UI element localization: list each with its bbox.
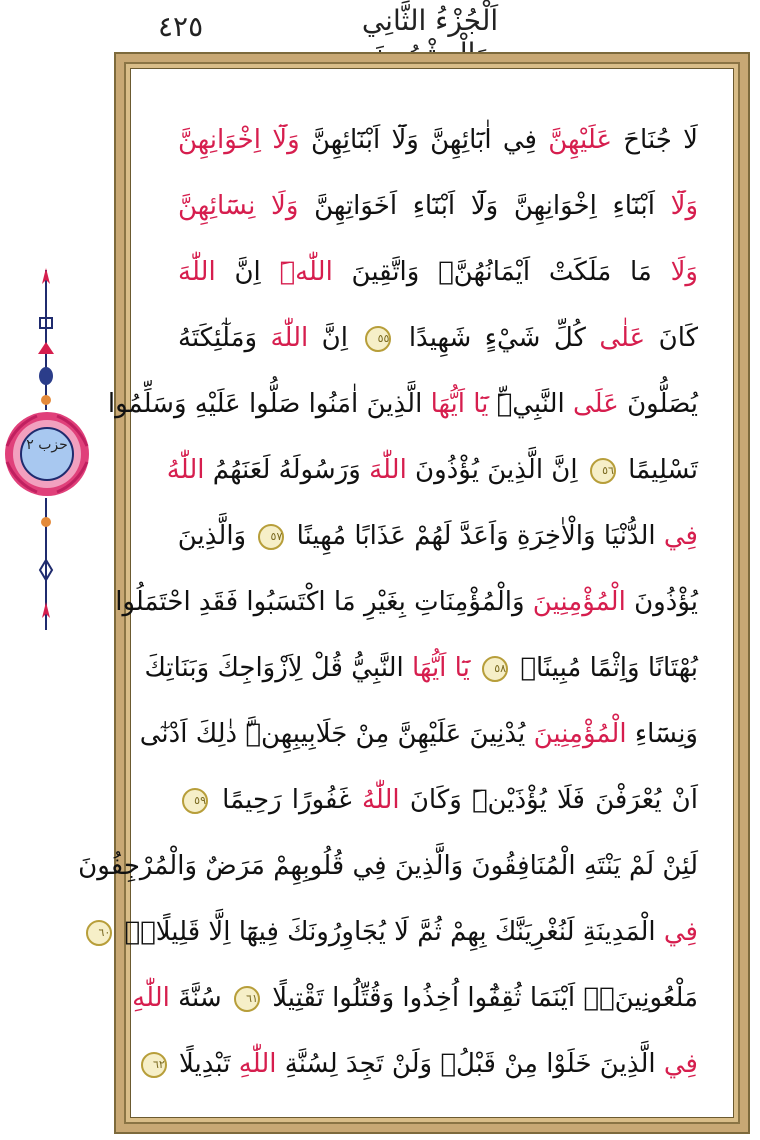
text-line (132, 968, 698, 1028)
text-segment: وَالْمُؤْمِنَاتِ بِغَيْرِ مَا اكْتَسَبُوا فَقَدِ احْتَمَلُوا (115, 587, 533, 617)
text-segment: وَالَّذِينَ (177, 521, 255, 551)
highlighted-word: اِخْوَانِهِنَّ (178, 125, 273, 155)
highlighted-word: يَٓا اَيُّهَا (430, 389, 489, 419)
hizb-label: حزب ٢ (26, 437, 68, 453)
highlighted-word: فِي (663, 521, 698, 551)
highlighted-word: يَٓا اَيُّهَا (412, 653, 479, 683)
hizb-marker (0, 260, 95, 640)
text-segment: اَنْ يُعْرَفْنَ فَلَا يُؤْذَيْنَۜ وَكَانَ (399, 785, 698, 815)
text-segment: اِنَّ الَّذِينَ يُؤْذُونَ (406, 455, 586, 485)
text-segment: وَمَلٰٓئِكَتَهُ (178, 323, 271, 353)
ayah-number: ٥٩ (182, 788, 208, 814)
highlighted-word: اللّٰهَ (270, 323, 309, 353)
text-segment: كَانَ (645, 323, 698, 353)
highlighted-word: فِي (663, 1049, 698, 1079)
highlighted-word: فِي (663, 917, 698, 947)
highlighted-word: وَلَٓا (670, 191, 698, 221)
text-segment: مَا مَلَكَتْ اَيْمَانُهُنَّۚ وَاتَّقِينَ (332, 257, 671, 287)
highlighted-word: اللّٰهِ (238, 1049, 277, 1079)
ayah-number: ٥٥ (365, 326, 391, 352)
text-segment: كُلِّ شَيْءٍ شَهِيدًا (395, 323, 600, 353)
text-line (178, 176, 698, 236)
text-segment: الدُّنْيَا وَالْاٰخِرَةِ وَاَعَدَّ لَهُمْ عَذَابًا مُهِينًا (288, 521, 664, 551)
text-segment: الَّذِينَ خَلَوْا مِنْ قَبْلُۚ وَلَنْ تَجِدَ لِسُنَّةِ (276, 1049, 664, 1079)
text-segment: يُدْنِينَ عَلَيْهِنَّ مِنْ جَلَابِيبِهِنَّۜ ذٰلِكَ اَدْنٰٓى (139, 719, 534, 749)
page-header (0, 0, 760, 50)
text-line (98, 902, 698, 962)
text-segment: وَرَسُولَهُ لَعَنَهُمُ (204, 455, 370, 485)
highlighted-word: عَلَيْهِنَّ (548, 125, 612, 155)
text-segment: النَّبِيُّ قُلْ لِاَزْوَاجِكَ وَبَنَاتِكَ (144, 653, 413, 683)
text-segment: مَلْعُونِينَۚۛ اَيْنَمَا ثُقِفُٓوا اُخِذُوا وَقُتِّلُوا تَقْتِيلًا (263, 983, 698, 1013)
highlighted-word: عَلٰى (599, 323, 646, 353)
text-line (139, 704, 698, 764)
text-line (115, 572, 698, 632)
ayah-number: ٦٢ (141, 1052, 167, 1078)
highlighted-word: الْمُؤْمِنِينَ (532, 587, 626, 617)
ayah-number: ٥٨ (482, 656, 508, 682)
text-line (178, 506, 698, 566)
text-segment: اِنَّ (308, 323, 362, 353)
text-line (152, 1034, 698, 1094)
highlighted-word: وَلَا (271, 191, 299, 221)
text-segment: لَا جُنَاحَ (611, 125, 698, 155)
text-line (144, 638, 698, 698)
text-segment: تَسْلِيمًا (619, 455, 698, 485)
highlighted-word: اللّٰهَ (369, 455, 407, 485)
ayah-number: ٦١ (234, 986, 260, 1012)
text-segment: الْمَدِينَةِ لَنُغْرِيَنَّكَ بِهِمْ ثُمَّ لَا يُجَاوِرُونَكَ فِيهَٓا اِلَّا قَلِيلًاۚۛ (116, 917, 664, 947)
highlighted-word: عَلَى (573, 389, 619, 419)
text-line (178, 242, 698, 302)
highlighted-word: وَلَٓا (272, 125, 300, 155)
ayah-number: ٥٧ (258, 524, 284, 550)
highlighted-word: نِسَٓائِهِنَّ (178, 191, 272, 221)
text-line (107, 374, 698, 434)
text-line (78, 836, 698, 896)
text-line (166, 440, 698, 500)
highlighted-word: اللّٰهَ (178, 257, 216, 287)
highlighted-word: الْمُؤْمِنِينَ (533, 719, 627, 749)
quran-text (78, 110, 698, 1100)
text-line (178, 770, 698, 830)
text-segment: يُؤْذُونَ (625, 587, 698, 617)
text-segment: اِنَّ (215, 257, 280, 287)
text-segment: وَنِسَٓاءِ (626, 719, 698, 749)
page-number: ٤٢٥ (158, 10, 204, 43)
highlighted-word: اللّٰهِ (132, 983, 170, 1013)
text-line (178, 110, 698, 170)
text-segment: النَّبِيِّۜ (488, 389, 574, 419)
juz-title: اَلْجُزْءُ الثَّانِي (361, 4, 499, 37)
text-segment: تَبْدِيلًا (170, 1049, 239, 1079)
text-segment: لَئِنْ لَمْ يَنْتَهِ الْمُنَافِقُونَ وَالَّذِينَ فِي قُلُوبِهِمْ مَرَضٌ وَالْمُرْجِفُونَ (78, 851, 698, 881)
highlighted-word: اللّٰهُ (361, 785, 400, 815)
text-segment: الَّذِينَ اٰمَنُوا صَلُّوا عَلَيْهِ وَسَلِّمُوا (107, 389, 431, 419)
highlighted-word: اللّٰهُ (166, 455, 205, 485)
text-segment: سُنَّةَ (169, 983, 230, 1013)
ayah-number: ٦٠ (86, 920, 112, 946)
text-segment: اَبْنَٓاءِ اِخْوَانِهِنَّ وَلَٓا اَبْنَٓاءِ اَخَوَاتِهِنَّ (298, 191, 671, 221)
ayah-number: ٥٦ (590, 458, 616, 484)
text-segment: فِي اٰبَٓائِهِنَّ وَلَٓا اَبْنَٓائِهِنَّ (299, 125, 549, 155)
text-segment: غَفُورًا رَحِيمًا (212, 785, 362, 815)
text-segment: يُصَلُّونَ (618, 389, 698, 419)
highlighted-word: اللّٰهَۜ (279, 257, 333, 287)
text-segment: بُهْتَانًا وَاِثْمًا مُبِينًاۚ (512, 653, 698, 683)
text-line (178, 308, 698, 368)
highlighted-word: وَلَا (670, 257, 698, 287)
